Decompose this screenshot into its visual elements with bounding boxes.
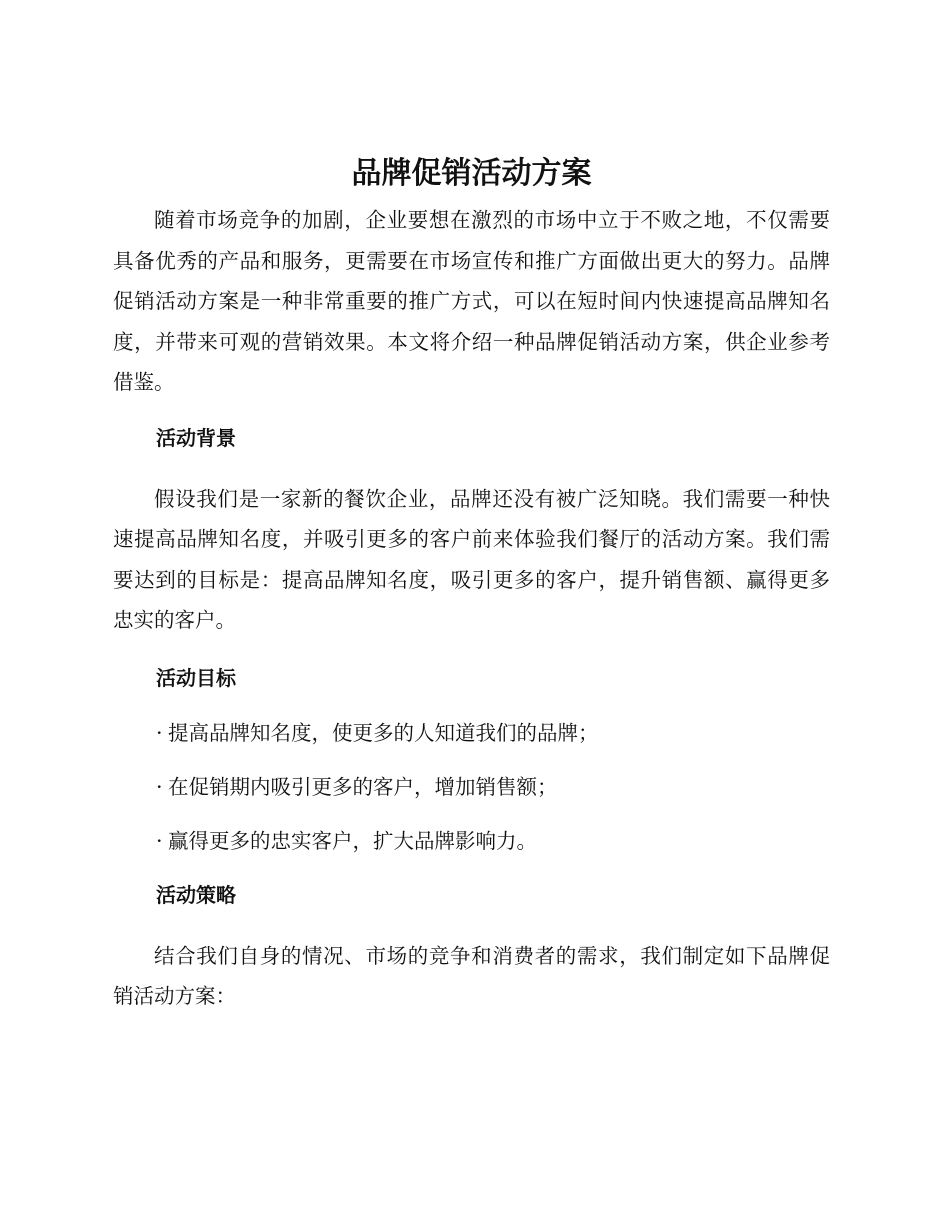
strategy-paragraph: 结合我们自身的情况、市场的竞争和消费者的需求，我们制定如下品牌促销活动方案： <box>113 943 830 1008</box>
document-title: 品牌促销活动方案 <box>351 156 592 191</box>
bullet-icon: · <box>156 720 163 745</box>
goal-item-text: 提高品牌知名度，使更多的人知道我们的品牌； <box>168 720 599 745</box>
goal-item-text: 赢得更多的忠实客户，扩大品牌影响力。 <box>168 828 537 853</box>
intro-paragraph: 随着市场竞争的加剧，企业要想在激烈的市场中立于不败之地，不仅需要具备优秀的产品和服务，更需要在市场宣传和推广方面做出更大的努力。品牌促销活动方案是一种非常重要的推广方式，可以在短时间内快速提高品牌知名度，并带来可观的营销效果。本文将介绍一种品牌促销活动方案，供企业参考借鉴。 <box>113 208 830 394</box>
background-paragraph: 假设我们是一家新的餐饮企业，品牌还没有被广泛知晓。我们需要一种快速提高品牌知名度，并吸引更多的客户前来体验我们餐厅的活动方案。我们需要达到的目标是：提高品牌知名度，吸引更多的客户，提升销售额、赢得更多忠实的客户。 <box>113 486 830 632</box>
section-heading-strategy: 活动策略 <box>156 882 236 907</box>
bullet-icon: · <box>156 828 163 853</box>
bullet-icon: · <box>156 774 163 799</box>
section-heading-goals: 活动目标 <box>156 665 236 690</box>
list-item <box>113 827 830 855</box>
list-item <box>113 773 830 801</box>
list-item <box>113 719 830 747</box>
goal-item-text: 在促销期内吸引更多的客户，增加销售额； <box>168 774 558 799</box>
section-heading-background: 活动背景 <box>156 425 236 450</box>
goals-list <box>113 719 830 855</box>
